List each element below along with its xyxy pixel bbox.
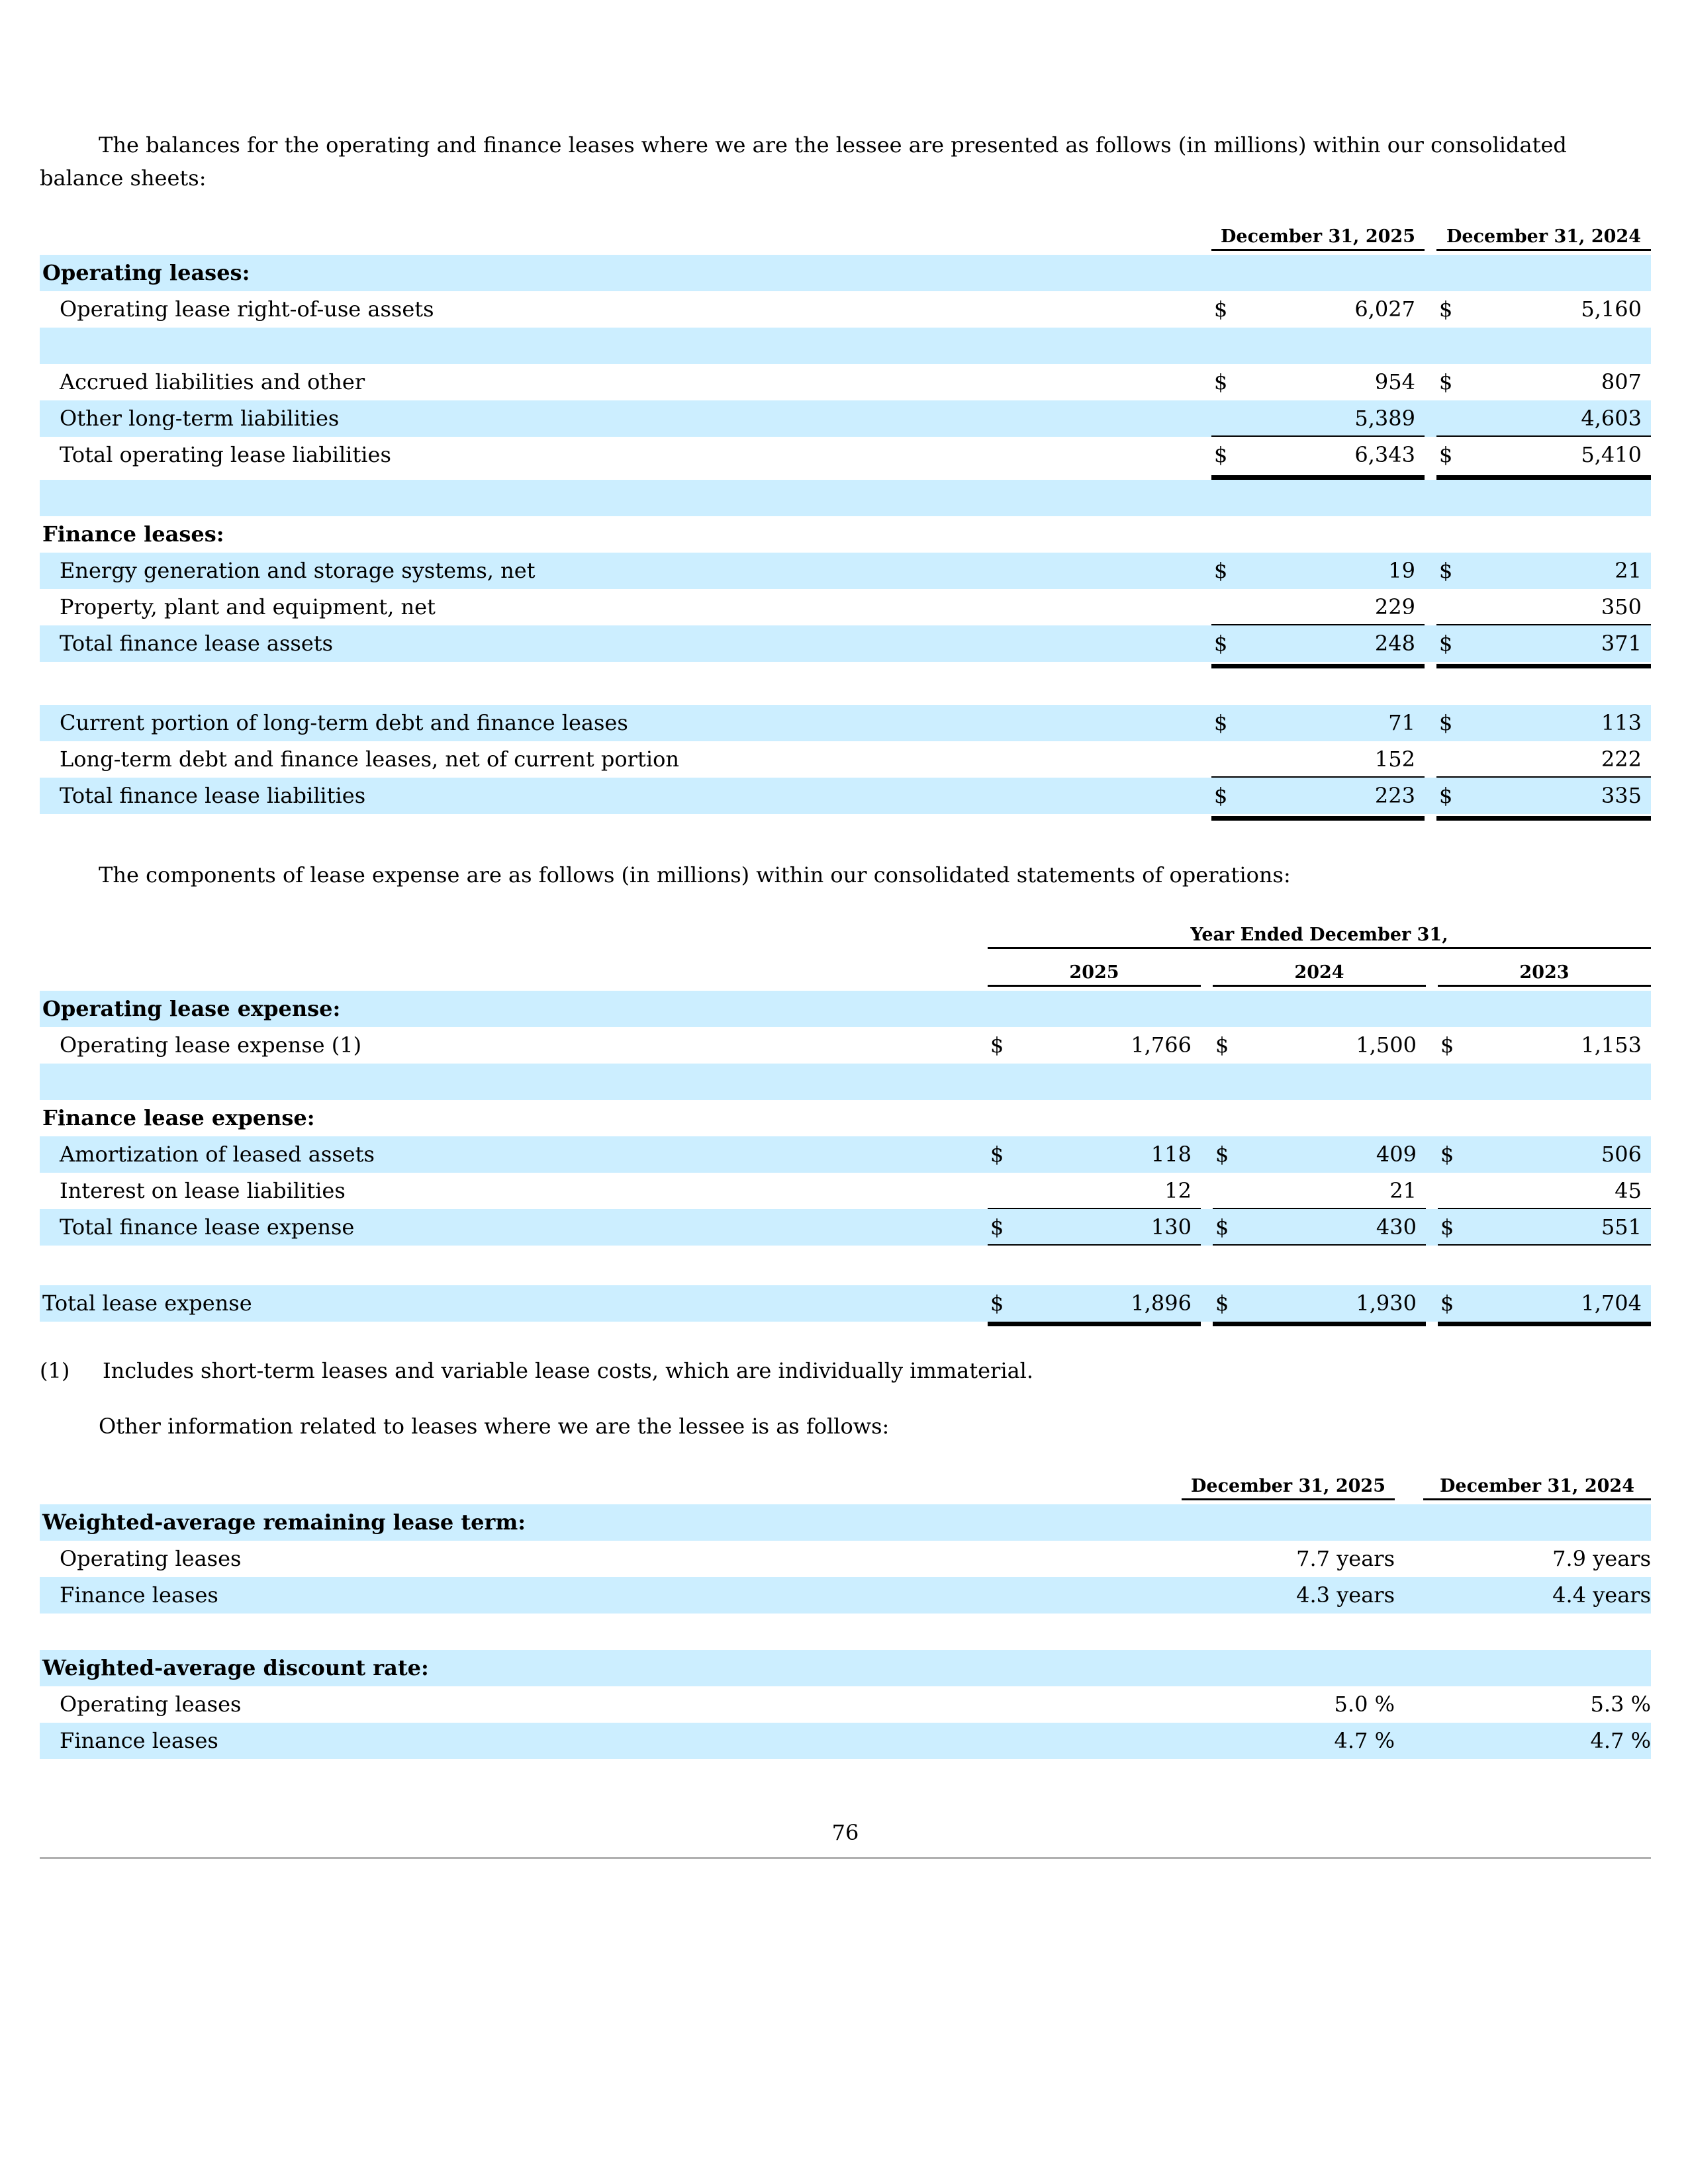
section-discount-rate	[40, 1650, 1651, 1686]
spacer-row	[40, 1064, 1651, 1100]
footnote-text: Includes short-term leases and variable lease costs, which are individually immaterial.	[103, 1358, 1034, 1383]
row-label: Total finance lease expense	[60, 1214, 355, 1240]
col-header-2025: 2025	[988, 961, 1201, 987]
double-underline	[1436, 475, 1651, 480]
double-underline	[1438, 1322, 1651, 1326]
table-row-total	[40, 778, 1651, 814]
col-header-dec-2025: December 31, 2025	[1211, 225, 1425, 251]
dollar-sign: $	[1439, 296, 1453, 322]
table-row	[40, 1577, 1651, 1614]
value-2024: 371	[1601, 631, 1642, 656]
value-2024: 430	[1376, 1214, 1417, 1240]
value-2024: 21	[1615, 558, 1642, 583]
value-2025: 4.3 years	[1296, 1582, 1395, 1608]
value-2024: 5.3 %	[1590, 1692, 1651, 1717]
table-row	[40, 364, 1651, 400]
value-2024: 5,160	[1581, 296, 1642, 322]
value-2023: 1,153	[1581, 1032, 1642, 1058]
dollar-sign: $	[1439, 631, 1453, 656]
intro-lease-expense: The components of lease expense are as follows (in millions) within our consolidated statements of operations:	[99, 862, 1291, 887]
row-label: Operating lease right-of-use assets	[60, 296, 434, 322]
value-2023: 1,704	[1581, 1291, 1642, 1316]
section-label: Weighted-average remaining lease term:	[42, 1510, 526, 1535]
col-header-dec-2024: December 31, 2024	[1436, 225, 1651, 251]
table-row	[40, 400, 1651, 437]
page-number: 76	[831, 1820, 859, 1845]
value-2024: 21	[1389, 1178, 1417, 1203]
dollar-sign: $	[1214, 783, 1228, 808]
value-2025: 6,343	[1354, 442, 1415, 467]
row-label: Finance leases	[60, 1582, 218, 1608]
value-2025: 152	[1374, 747, 1415, 772]
table-row	[40, 705, 1651, 741]
value-2025: 19	[1388, 558, 1415, 583]
value-2024: 222	[1601, 747, 1642, 772]
row-label: Operating leases	[60, 1692, 242, 1717]
dollar-sign: $	[1215, 1142, 1229, 1167]
dollar-sign: $	[1440, 1214, 1454, 1240]
value-2024: 1,500	[1356, 1032, 1417, 1058]
value-2025: 118	[1150, 1142, 1192, 1167]
value-2024: 4,603	[1581, 406, 1642, 431]
row-label: Accrued liabilities and other	[60, 369, 365, 394]
row-label: Property, plant and equipment, net	[60, 594, 436, 619]
section-operating-leases	[40, 255, 1651, 291]
value-2025: 4.7 %	[1334, 1728, 1395, 1753]
value-2024: 1,930	[1356, 1291, 1417, 1316]
value-2025: 12	[1164, 1178, 1192, 1203]
dollar-sign: $	[1440, 1291, 1454, 1316]
col-header-2024: 2024	[1213, 961, 1426, 987]
table-row-grand-total	[40, 1285, 1651, 1322]
row-label: Operating leases	[60, 1546, 242, 1571]
value-2025: 229	[1374, 594, 1415, 619]
col-header-dec-2025: December 31, 2025	[1182, 1475, 1395, 1500]
value-2025: 130	[1150, 1214, 1192, 1240]
value-2025: 223	[1374, 783, 1415, 808]
double-underline	[1211, 475, 1425, 480]
dollar-sign: $	[1440, 1142, 1454, 1167]
table-row	[40, 553, 1651, 589]
dollar-sign: $	[1215, 1214, 1229, 1240]
value-2024: 807	[1601, 369, 1642, 394]
table-row-total	[40, 1209, 1651, 1246]
section-operating-lease-expense	[40, 991, 1651, 1027]
col-header-2023: 2023	[1438, 961, 1651, 987]
section-remaining-term	[40, 1504, 1651, 1541]
dollar-sign: $	[1439, 710, 1453, 735]
dollar-sign: $	[1439, 442, 1453, 467]
row-label: Total lease expense	[42, 1291, 252, 1316]
intro-other-information: Other information related to leases where we are the lessee is as follows:	[99, 1414, 890, 1439]
section-finance-leases	[40, 516, 1651, 553]
footer-divider	[40, 1857, 1651, 1859]
dollar-sign: $	[1215, 1032, 1229, 1058]
table-row	[40, 741, 1651, 778]
dollar-sign: $	[1439, 783, 1453, 808]
row-label: Long-term debt and finance leases, net of current portion	[60, 747, 679, 772]
value-2024: 4.4 years	[1552, 1582, 1651, 1608]
value-2023: 45	[1615, 1178, 1642, 1203]
value-2025: 71	[1388, 710, 1415, 735]
footnote-marker: (1)	[40, 1358, 70, 1383]
table-row-total	[40, 625, 1651, 662]
value-2024: 409	[1376, 1142, 1417, 1167]
dollar-sign: $	[1440, 1032, 1454, 1058]
table-row	[40, 1541, 1651, 1577]
table-row	[40, 1136, 1651, 1173]
value-2025: 1,766	[1131, 1032, 1192, 1058]
dollar-sign: $	[990, 1291, 1004, 1316]
value-2024: 113	[1601, 710, 1642, 735]
row-label: Amortization of leased assets	[60, 1142, 375, 1167]
value-2024: 350	[1601, 594, 1642, 619]
row-label: Current portion of long-term debt and finance leases	[60, 710, 628, 735]
intro-balance-sheet: The balances for the operating and finance leases where we are the lessee are presented as follows (in millions) within our consolidated balance sheets:	[40, 132, 1567, 191]
double-underline	[1211, 816, 1425, 821]
dollar-sign: $	[990, 1142, 1004, 1167]
period-header: Year Ended December 31,	[988, 923, 1651, 949]
spacer-row	[40, 328, 1651, 364]
value-2025: 954	[1374, 369, 1415, 394]
dollar-sign: $	[1439, 369, 1453, 394]
value-2025: 6,027	[1354, 296, 1415, 322]
value-2025: 5,389	[1354, 406, 1415, 431]
row-label: Operating lease expense (1)	[60, 1032, 362, 1058]
row-label: Total finance lease liabilities	[60, 783, 366, 808]
dollar-sign: $	[1214, 631, 1228, 656]
section-label: Weighted-average discount rate:	[42, 1655, 429, 1680]
double-underline	[1211, 664, 1425, 668]
value-2023: 551	[1601, 1214, 1642, 1240]
value-2025: 1,896	[1131, 1291, 1192, 1316]
value-2023: 506	[1601, 1142, 1642, 1167]
dollar-sign: $	[1214, 558, 1228, 583]
dollar-sign: $	[1439, 558, 1453, 583]
table-row	[40, 291, 1651, 328]
section-finance-lease-expense	[40, 1100, 1651, 1136]
value-2025: 5.0 %	[1334, 1692, 1395, 1717]
double-underline	[988, 1322, 1201, 1326]
row-label: Interest on lease liabilities	[60, 1178, 346, 1203]
row-label: Finance leases	[60, 1728, 218, 1753]
value-2024: 7.9 years	[1552, 1546, 1651, 1571]
section-label: Operating leases:	[42, 260, 250, 285]
section-label: Finance lease expense:	[42, 1105, 315, 1130]
dollar-sign: $	[1215, 1291, 1229, 1316]
dollar-sign: $	[1214, 369, 1228, 394]
table-row-total	[40, 437, 1651, 473]
table-row	[40, 1173, 1651, 1209]
spacer-row	[40, 480, 1651, 516]
table-row	[40, 1723, 1651, 1759]
section-label: Operating lease expense:	[42, 996, 341, 1021]
table-row	[40, 589, 1651, 625]
double-underline	[1436, 816, 1651, 821]
row-label: Total finance lease assets	[60, 631, 334, 656]
dollar-sign: $	[1214, 710, 1228, 735]
section-label: Finance leases:	[42, 522, 224, 547]
double-underline	[1436, 664, 1651, 668]
table-row	[40, 1686, 1651, 1723]
document-page	[40, 0, 1651, 2184]
row-label: Energy generation and storage systems, net	[60, 558, 536, 583]
dollar-sign: $	[990, 1214, 1004, 1240]
value-2025: 7.7 years	[1296, 1546, 1395, 1571]
col-header-dec-2024: December 31, 2024	[1423, 1475, 1651, 1500]
dollar-sign: $	[1214, 296, 1228, 322]
table-row	[40, 1027, 1651, 1064]
dollar-sign: $	[1214, 442, 1228, 467]
value-2024: 335	[1601, 783, 1642, 808]
value-2024: 4.7 %	[1590, 1728, 1651, 1753]
row-label: Other long-term liabilities	[60, 406, 340, 431]
double-underline	[1213, 1322, 1426, 1326]
dollar-sign: $	[990, 1032, 1004, 1058]
value-2024: 5,410	[1581, 442, 1642, 467]
value-2025: 248	[1374, 631, 1415, 656]
row-label: Total operating lease liabilities	[60, 442, 391, 467]
